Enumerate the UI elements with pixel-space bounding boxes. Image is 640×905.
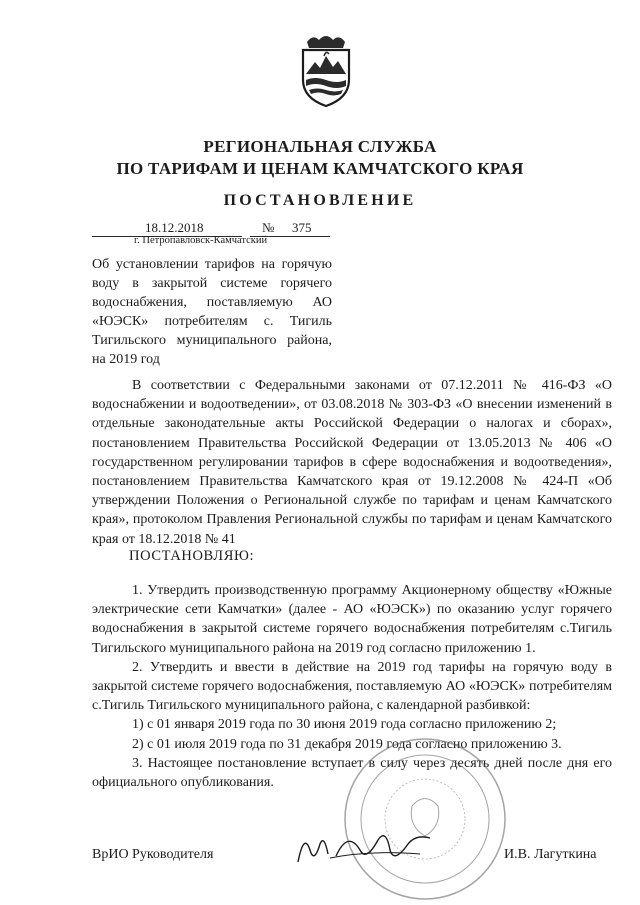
preamble-paragraph: В соответствии с Федеральными законами от 07.12.2011 № 416-ФЗ «О водоснабжении и водоотведении», от 03.08.2018 № 303-ФЗ «О внесении изменений в отдельные законодательные акты Российской Федерации о налогах и сборах», постановлением Правительства Российской Федерации от 13.05.2013 № 406 «О государственном регулировании тарифов в сфере водоснабжения и водоотведения», постановлением Правительства Камчатского края от 19.12.2008 № 424-П «Об утверждении Положения о Региональной службе по тарифам и ценам Камчатского края», протоколом Правления Региональной службы по тарифам и ценам Камчатского края от 18.12.2018 № 41 [92,378,612,547]
org-title-line1: РЕГИОНАЛЬНАЯ СЛУЖБА [203,137,437,156]
city-name: г. Петропавловск-Камчатский [134,235,268,246]
org-title-line2: ПО ТАРИФАМ И ЦЕНАМ КАМЧАТСКОГО КРАЯ [116,159,524,178]
document-date: 18.12.2018 [145,220,204,235]
document-number-label: № [262,220,275,235]
item-1: 1. Утвердить производственную программу Акционерному обществу «Южные электрические сети Камчатки» (далее - АО «ЮЭСК») по оказанию услуг горячего водоснабжения в закрытой системе горячего водоснабжения потребителям с.Тигиль Тигильского муниципального района на 2019 год согласно приложению 1. [92,583,612,656]
handwritten-signature [290,820,440,875]
signatory-role: ВрИО Руководителя [92,847,214,862]
signatory-name: И.В. Лагуткина [504,847,597,862]
item-3: 3. Настоящее постановление вступает в силу через десять дней после дня его официального опубликования. [92,755,612,791]
official-stamp [342,736,508,902]
document-subject: Об установлении тарифов на горячую воду в закрытой системе горячего водоснабжения, поставляемую АО «ЮЭСК» потребителям с. Тигиль Тигильского муниципального района, на 2019 год [92,257,332,367]
document-type: ПОСТАНОВЛЕНИЕ [223,192,417,209]
document-number: 375 [292,220,312,235]
item-2: 2. Утвердить и ввести в действие на 2019 год тарифы на горячую воду в закрытой системе горячего водоснабжения, поставляемую АО «ЮЭСК» потребителям с.Тигиль Тигильского муниципального района, с календарной разбивкой: [92,659,612,714]
coat-of-arms-emblem [297,34,355,108]
item-2-subitem-1: 1) с 01 января 2019 года по 30 июня 2019 года согласно приложению 2; [132,717,557,733]
item-2-subitem-2: 2) с 01 июля 2019 года по 31 декабря 2019 года согласно приложению 3. [132,736,562,752]
decree-word: ПОСТАНОВЛЯЮ: [129,548,255,564]
